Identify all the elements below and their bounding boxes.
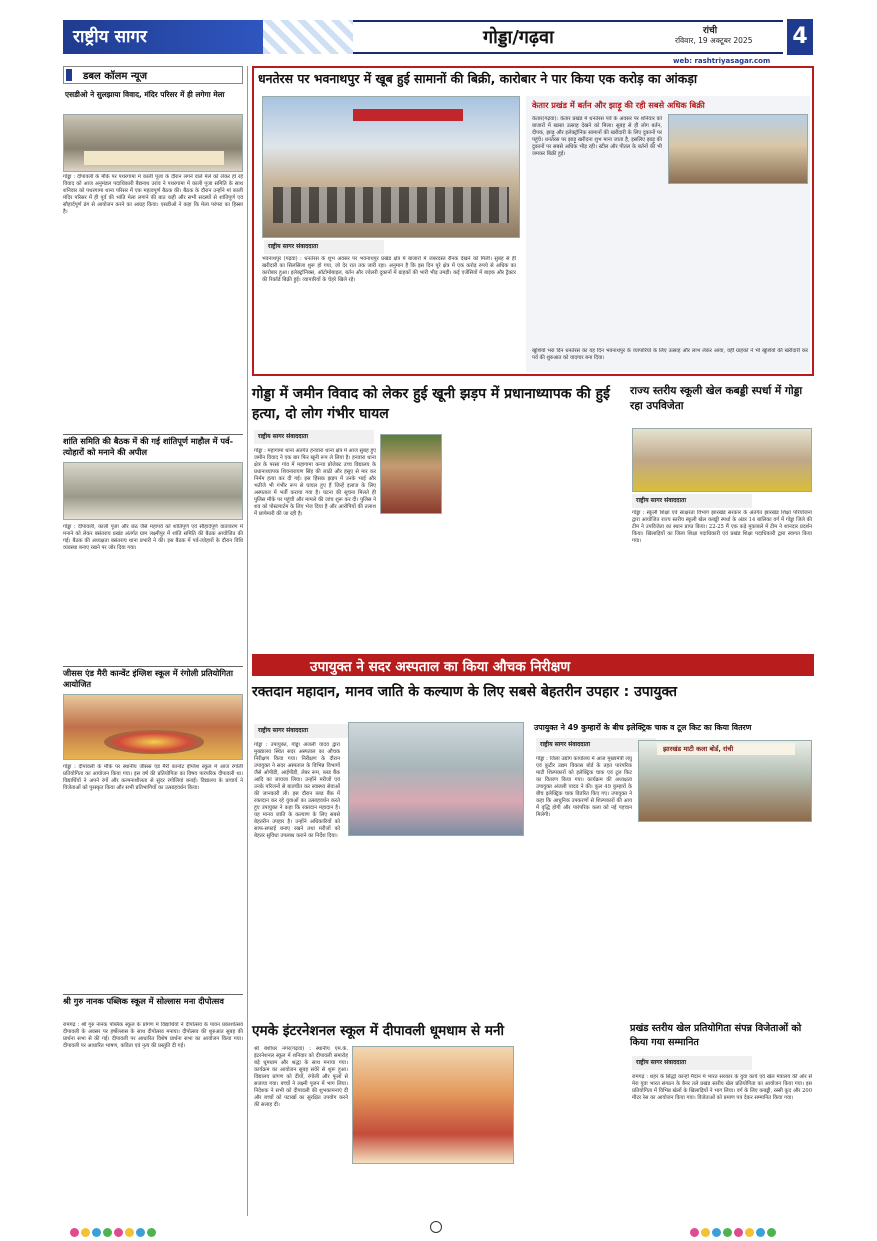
photo-table bbox=[84, 151, 224, 165]
column-title: डबल कॉलम न्यूज bbox=[83, 71, 148, 82]
bikes-row bbox=[273, 187, 509, 223]
murder-body: गोड्डा : महागामा थाना अंतर्गत हनवारा थाना क्षेत्र में आज सुबह हुए जमीन विवाद ने एक बार फिर खूनी रूप ले लिया है। हनवारा थाना क्षेत्र के परसा गांव में महागामा कन्या प्रोजेक्ट उच्च विद्यालय के प्रधानाध्यापक शिवनारायण सिंह की लाठी और हंसुए से मार कर निर्मम हत्या कर दी गई। इस हिंसक झड़प में उनके भाई और भतीजे भी गंभीर रूप से घायल हुए हैं जिन्हें इलाज के लिए अस्पताल में भर्ती कराया गया है। घटना की सूचना मिलते ही पुलिस मौके पर पहुंची और मामले की जांच शुरू कर दी। पुलिस ने शव को पोस्टमार्टम के लिए भेज दिया है और आरोपियों की तलाश में छापेमारी की जा रही है। bbox=[254, 448, 376, 517]
blood-byline: राष्ट्रीय सागर संवाददाता bbox=[258, 727, 309, 734]
sports-headline: प्रखंड स्तरीय खेल प्रतियोगिता संपन्न विजेताओं को किया गया सम्मानित bbox=[630, 1023, 802, 1048]
blood-body: गोड्डा : उपायुक्त, गोड्डा अंजली यादव द्वारा मुख्यालय स्थित सदर अस्पताल का औचक निरीक्षण किया गया। निरीक्षण के दौरान उपायुक्त ने सदर अस्पताल के विभिन्न विभागों जैसे ओपीडी, आईपीडी, लेबर रूम, ब्लड बैंक आदि का जायजा लिया। उन्होंने मरीजों एवं उनके परिजनों से बातचीत कर स्वास्थ्य सेवाओं की जानकारी ली। इस दौरान ब्लड बैंक में रक्तदान कर रहे युवाओं का उत्साहवर्धन करते हुए उपायुक्त ने कहा कि रक्तदान महादान है। यह मानव जाति के कल्याण के लिए सबसे बेहतरीन उपहार है। उन्होंने अधिकारियों को साफ-सफाई बनाए रखने तथा मरीजों को बेहतर सुविधा उपलब्ध कराने का निर्देश दिया। bbox=[254, 742, 340, 839]
murder-headline: गोड्डा में जमीन विवाद को लेकर हुई खूनी झड़प में प्रधानाध्यापक की हुई हत्या, दो लोग गंभीर घायल bbox=[252, 386, 610, 422]
story-body: गोड्डा : दीपावली के मौके पर पथरगामा में काली पूजा के दौरान लगने वाले मेले को लेकर हो रहे विवाद को आज अनुमंडल पदाधिकारी बैद्यनाथ उरांव ने पथरगामा में काली पूजा समिति के साथ शनिवार को पथरगामा थाना परिसर में एक महत्वपूर्ण बैठक की। बैठक के दौरान उन्होंने मां काली मंदिर परिसर में ही पूर्व की भांति मेला लगाने की बात कही और सभी सदस्यों से शांतिपूर्ण एवं सौहार्दपूर्ण ढंग से आयोजन करने का आग्रह किया। एसडीओ ने कहा कि मेला परंपरा का हिस्सा है। bbox=[63, 174, 243, 215]
sports-body: रामगढ़ : शहर के सिद्धो कान्हो मैदान में भारत सरकार के युवा कार्य एवं खेल मंत्रालय की ओर से मेरा युवा भारत संगठन के बैनर तले प्रखंड स्तरीय खेल प्रतियोगिता का आयोजन किया गया। इस प्रतियोगिता में विभिन्न खेलों के खिलाड़ियों ने भाग लिया। वर्ग के लिए कबड्डी, रस्सी कूद और 200 मीटर रेस का आयोजन किया गया। विजेताओं को प्रमाण पत्र देकर सम्मानित किया गया। bbox=[632, 1074, 812, 1101]
story-title: जीसस एंड मैरी कान्वेंट इंग्लिश स्कूल में रंगोली प्रतियोगिता आयोजित bbox=[63, 668, 233, 689]
divider bbox=[63, 666, 243, 667]
brand-pattern bbox=[263, 20, 353, 54]
lead-headline: धनतेरस पर भवनाथपुर में खूब हुई सामानों की बिक्री, कारोबार ने पार किया एक करोड़ का आंकड़ा bbox=[258, 71, 698, 86]
masthead-city: रांची bbox=[703, 26, 718, 36]
divider bbox=[63, 994, 243, 995]
lead-byline: राष्ट्रीय सागर संवाददाता bbox=[268, 243, 319, 250]
murder-body-cont bbox=[448, 434, 620, 640]
banner-text: उपायुक्त ने सदर अस्पताल का किया औचक निरीक्षण bbox=[310, 659, 571, 675]
kabaddi-photo bbox=[632, 428, 812, 492]
artisans-byline: राष्ट्रीय सागर संवाददाता bbox=[540, 741, 591, 748]
footer-dots-left bbox=[70, 1222, 158, 1241]
page-number: 4 bbox=[787, 19, 813, 55]
sports-byline: राष्ट्रीय सागर संवाददाता bbox=[636, 1059, 687, 1066]
masthead bbox=[63, 20, 813, 65]
divider bbox=[63, 434, 243, 435]
artisans-story bbox=[534, 722, 814, 1016]
blood-body-cont bbox=[348, 840, 524, 1012]
masthead-date: रविवार, 19 अक्टूबर 2025 bbox=[675, 36, 753, 45]
side-footer: खुशियों भरा दिन धनतेरस का यह दिन भवनाथपुर के व्यापारियों के लिए उत्साह और लाभ लेकर आया, वहीं ग्राहकों ने भी खुशियों की खरीदारी कर पर्व की शुरुआत को यादगार बना दिया। bbox=[532, 348, 808, 361]
story-title: शांति समिति की बैठक में की गई शांतिपूर्ण माहौल में पर्व- त्योहारों को मनाने की अपील bbox=[63, 436, 233, 457]
artisans-body-cont bbox=[638, 826, 812, 1012]
victim-photo bbox=[380, 434, 442, 514]
block-sports-story bbox=[630, 1022, 814, 1216]
website: web: rashtriyasagar.com bbox=[673, 57, 771, 65]
footer-compass bbox=[430, 1221, 442, 1233]
kabaddi-body: गोड्डा : स्कूली शिक्षा एवं साक्षरता विभाग झारखंड सरकार के अंतर्गत झारखंड शिक्षा परियोजना द्वारा आयोजित राज्य स्तरीय स्कूली खेल कबड्डी स्पर्धा के अंडर 14 बालिका वर्ग में गोड्डा जिले की टीम ने उपविजेता का स्थान प्राप्त किया। 22-25 मैं एक कड़े मुकाबले में टीम ने शानदार प्रदर्शन किया। खिलाड़ियों का जिला शिक्षा पदाधिकारी एवं प्रखंड शिक्षा पदाधिकारी द्वारा स्वागत किया गया। bbox=[632, 510, 812, 544]
kabaddi-headline: राज्य स्तरीय स्कूली खेल कबड्डी स्पर्धा में गोड्डा रहा उपविजेता bbox=[630, 385, 803, 412]
artisans-body: गोड्डा : जिला उद्योग कार्यालय में आज मुख्यमंत्री लघु एवं कुटीर उद्यम विकास बोर्ड के तहत पारंपरिक माटी शिल्पकारों को इलेक्ट्रिक चाक एवं टूल किट का वितरण किया गया। कार्यक्रम की अध्यक्षता उपायुक्त अंजली यादव ने की। कुल 49 कुम्हारों के बीच इलेक्ट्रिक चाक वितरित किए गए। उपायुक्त ने कहा कि आधुनिक उपकरणों से शिल्पकारों की आय में वृद्धि होगी और पारंपरिक कला को नई पहचान मिलेगी। bbox=[536, 756, 632, 818]
hospital-photo bbox=[348, 722, 524, 836]
artisans-headline: उपायुक्त ने 49 कुम्हारों के बीच इलेक्ट्रिक चाक व टूल किट का किया वितरण bbox=[534, 723, 752, 732]
mk-headline: एमके इंटरनेशनल स्कूल में दीपावली धूमधाम से मनी bbox=[252, 1023, 505, 1039]
mk-body-cont bbox=[518, 1046, 620, 1216]
mk-school-story bbox=[252, 1022, 622, 1216]
story-body: रामगढ़ : श्री गुरु नानक पब्लिक स्कूल के प्रांगण में विद्यार्थियों ने दीपोत्सव के पावन प्रकाशोत्सव दीपावली के अवसर पर हर्षोल्लास के साथ दीपोत्सव मनाया। दीपोत्सव की शुरुआत सुबह की प्रार्थना सभा से की गई। दीपावली पर आधारित विशेष प्रार्थना सभा का आयोजन किया गया। दीपावली पर आधारित भाषण, कविता एवं नृत्य की प्रस्तुति दी गई। bbox=[63, 1022, 243, 1049]
market-photo bbox=[668, 114, 808, 184]
section-title: गोड्डा/गढ़वा bbox=[483, 27, 554, 48]
lead-body: भवनाथपुर (गढ़वा) : धनतेरस के शुभ अवसर पर भवनाथपुर प्रखंड क्षेत्र में बाजारों में जबरदस्त रौनक देखने को मिली। सुबह से ही खरीदारी का सिलसिला शुरू हो गया, जो देर रात तक जारी रहा। अनुमान है कि इस दिन पूरे क्षेत्र में एक करोड़ रुपये से अधिक का कारोबार हुआ। इलेक्ट्रॉनिक्स, ऑटोमोबाइल, बर्तन और ज्वेलरी दुकानों में ग्राहकों की भारी भीड़ उमड़ी। कई एजेंसियों में बाइक और ट्रैक्टर की रिकॉर्ड बिक्री हुई। व्यापारियों के चेहरे खिले रहे। bbox=[262, 256, 516, 283]
story-title: एसडीओ ने सुलझाया विवाद, मंदिर परिसर में ही लगेगा मेला bbox=[65, 90, 225, 99]
meeting-photo bbox=[63, 114, 243, 172]
murder-byline: राष्ट्रीय सागर संवाददाता bbox=[258, 433, 309, 440]
blood-headline: रक्तदान महादान, मानव जाति के कल्याण के लिए सबसे बेहतरीन उपहार : उपायुक्त bbox=[252, 684, 677, 700]
showroom-sign bbox=[353, 109, 463, 121]
lead-story bbox=[252, 66, 814, 376]
story-body: गोड्डा : दीपावली के मौके पर स्थानीय जीसस एंड मैरी कान्वेंट इंग्लिश स्कूल में आज रंगोली प्रतियोगिता का आयोजन किया गया। इस वर्ष की प्रतियोगिता का विषय पारंपरिक दीपावली था। विद्यार्थियों ने अपने रंगों और कल्पनाशीलता से सुंदर रंगोलियां बनाईं। विद्यालय के प्राचार्य ने विजेताओं को पुरस्कृत किया और सभी प्रतिभागियों का उत्साहवर्धन किया। bbox=[63, 764, 243, 791]
artisans-photo bbox=[638, 740, 812, 822]
brand-logo: राष्ट्रीय सागर bbox=[73, 27, 147, 47]
mk-photo bbox=[352, 1046, 514, 1164]
column-title-marker bbox=[66, 69, 72, 81]
kabaddi-story bbox=[630, 384, 814, 646]
rangoli-art bbox=[104, 730, 204, 754]
mk-body: श्री बंशीधर नगर(गढ़वा) : स्थानीय एम.के. इंटरनेशनल स्कूल में शनिवार को दीपावली समारोह बड़े धूमधाम और श्रद्धा के साथ मनाया गया। कार्यक्रम का आयोजन सुबह सवेरे से शुरू हुआ। विद्यालय प्रांगण को दीयों, रंगोली और फूलों से सजाया गया। बच्चों ने लक्ष्मी पूजन में भाग लिया। निदेशक ने सभी को दीपावली की शुभकामनाएं दीं और बच्चों को पटाखों का सुरक्षित उपयोग करने की सलाह दी। bbox=[254, 1046, 348, 1108]
footer-dots-right bbox=[690, 1222, 778, 1241]
rangoli-photo bbox=[63, 694, 243, 760]
artisans-banner-text: झारखंड माटी कला बोर्ड, रांची bbox=[663, 745, 734, 753]
kabaddi-byline: राष्ट्रीय सागर संवाददाता bbox=[636, 497, 687, 504]
peace-meeting-photo bbox=[63, 462, 243, 520]
murder-story bbox=[252, 384, 624, 646]
showroom-photo bbox=[262, 96, 520, 238]
left-column bbox=[63, 66, 243, 1221]
side-body: केतार(गढ़वा): केतार प्रखंड में धनतेरस पर्व के अवसर पर शनिवार को बाजारों में खासा उत्साह देखने को मिला। सुबह से ही लोग बर्तन, दीपक, झाड़ू और इलेक्ट्रॉनिक सामानों की खरीदारी के लिए दुकानों पर पहुंचे। धनतेरस पर झाड़ू खरीदना शुभ माना जाता है, इसलिए झाड़ू की दुकानों पर सबसे अधिक भीड़ रही। स्टील और पीतल के बर्तनों की भी जमकर बिक्री हुई। bbox=[532, 116, 662, 157]
story-body: गोड्डा : दीपावली, काली पूजा और छठ जैसे महापर्व को शांतिपूर्ण एवं सौहार्दपूर्ण वातावरण में मनाने को लेकर बसंतराय प्रखंड अंतर्गत ग्राम लक्ष्मीपुर में शांति समिति की बैठक आयोजित की गई। बैठक की अध्यक्षता बसंतराय थाना प्रभारी ने की। इस बैठक में पर्व-त्योहारों के दौरान विधि व्यवस्था बनाए रखने पर जोर दिया गया। bbox=[63, 524, 243, 551]
story-title: श्री गुरु नानक पब्लिक स्कूल में सोल्लास मना दीपोत्सव bbox=[63, 996, 224, 1006]
column-rule bbox=[247, 66, 248, 1216]
side-headline: केतार प्रखंड में बर्तन और झाड़ू की रही सबसे अधिक बिक्री bbox=[532, 100, 705, 110]
